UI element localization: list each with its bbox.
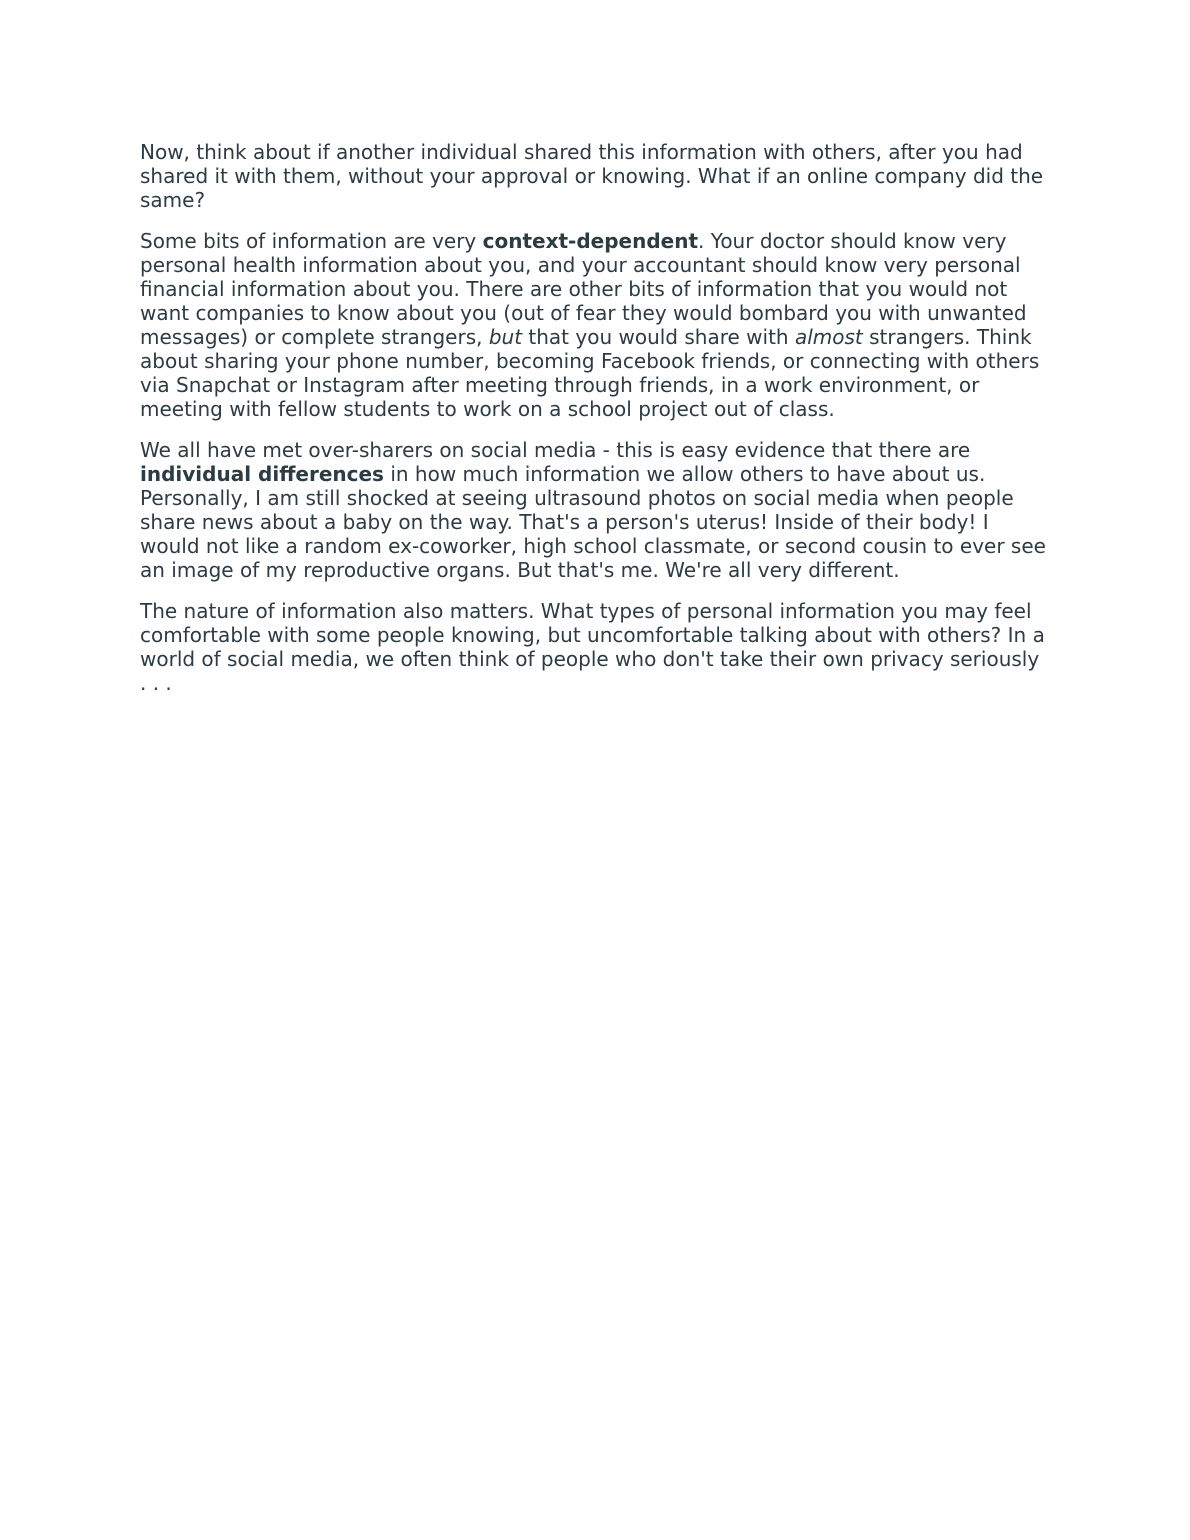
bold-term-individual-differences: individual differences	[140, 462, 384, 486]
paragraph-shared-info	[140, 140, 1050, 212]
italic-word-but: but	[488, 325, 523, 349]
text-run: strangers. Think about sharing your phone number, becoming Facebook friends, or connecting with others via Snapchat or Instagram after meeting through friends, in a work environment, or meeting with fellow students to work on a school project out of class.	[140, 325, 1040, 421]
paragraph-text: The nature of information also matters. What types of personal information you may feel comfortable with some people knowing, but uncomfortable talking about with others? In a world of social media, we often think of people who don't take their own privacy seriously . . .	[140, 599, 1045, 695]
bold-term-context-dependent: context-dependent	[482, 229, 699, 253]
text-run: in how much information we allow others to have about us. Personally, I am still shocked at seeing ultrasound photos on social media when people share news about a baby on the way. That's a person's uterus! Inside of their body! I would not like a random ex-coworker, high school classmate, or second cousin to ever see an image of my reproductive organs. But that's me. We're all very different.	[140, 462, 1046, 582]
text-run: We all have met over-sharers on social media - this is easy evidence that there are	[140, 438, 971, 462]
paragraph-individual-differences	[140, 438, 1050, 582]
text-run: . Your doctor should know very personal health information about you, and your accountant should know very personal financial information about you. There are other bits of information that you would not want companies to know about you (out of fear they would bombard you with unwanted messages) or complete strangers,	[140, 229, 1027, 349]
paragraph-text: Now, think about if another individual shared this information with others, after you had shared it with them, without your approval or knowing. What if an online company did the same?	[140, 140, 1044, 212]
document-body	[140, 140, 1050, 712]
text-run: that you would share with	[522, 325, 795, 349]
paragraph-nature-of-information	[140, 599, 1050, 695]
text-run: Some bits of information are very	[140, 229, 483, 253]
paragraph-context-dependent	[140, 229, 1050, 421]
italic-word-almost: almost	[794, 325, 863, 349]
